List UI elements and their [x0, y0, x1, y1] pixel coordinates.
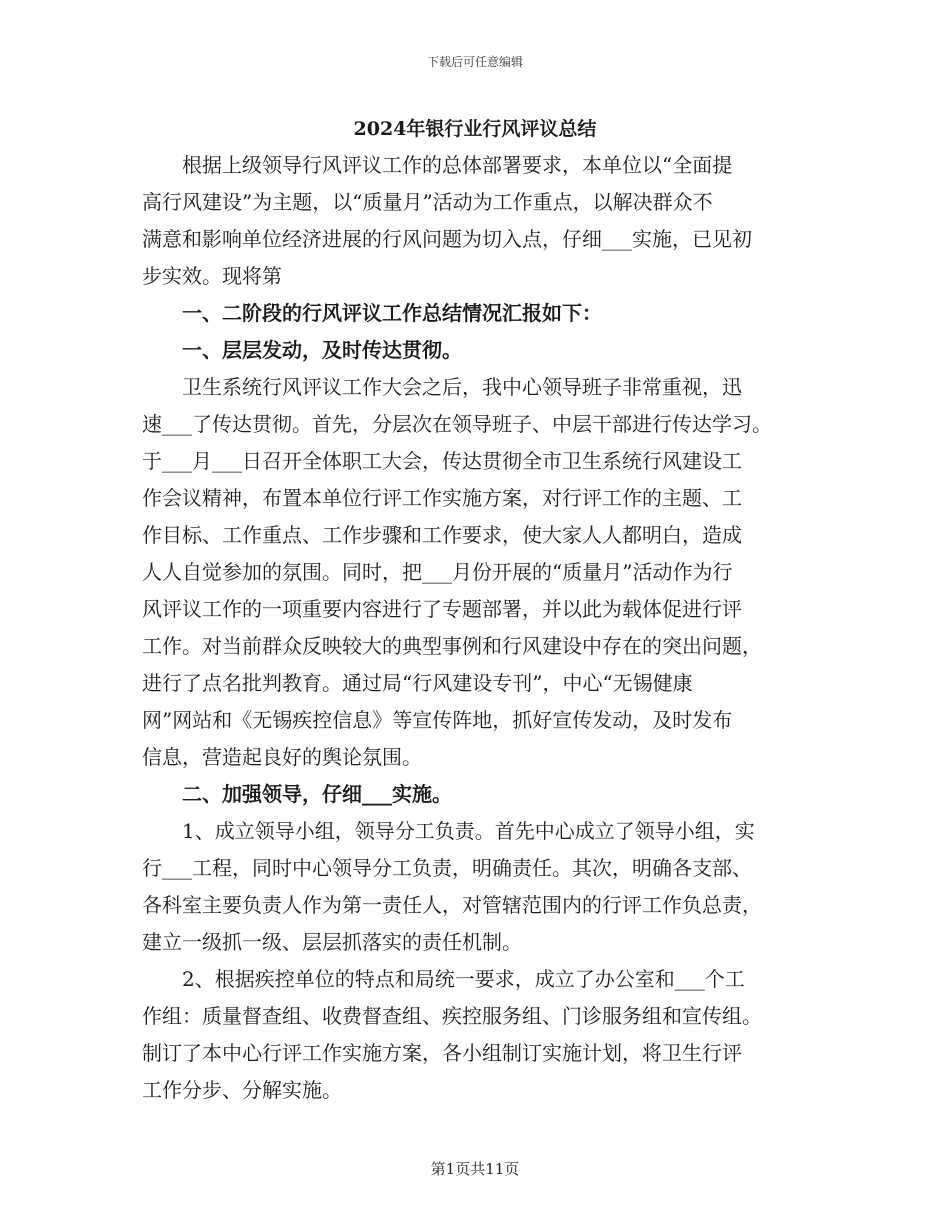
- paragraph-line: 制订了本中心行评工作实施方案，各小组制订实施计划，将卫生行评: [142, 1041, 742, 1065]
- paragraph-line: 各科室主要负责人作为第一责任人，对管辖范围内的行评工作负总责，: [142, 893, 762, 917]
- paragraph-line: 于___月___日召开全体职工大会，传达贯彻全市卫生系统行风建设工: [142, 449, 742, 473]
- paragraph-line: 根据上级领导行风评议工作的总体部署要求，本单位以“全面提: [142, 153, 733, 177]
- page-header: 下载后可任意编辑: [426, 55, 523, 69]
- paragraph-line: 作目标、工作重点、工作步骤和工作要求，使大家人人都明白，造成: [142, 523, 742, 547]
- paragraph-line: 1、成立领导小组，领导分工负责。首先中心成立了领导小组，实: [142, 819, 755, 843]
- paragraph-line: 进行了点名批判教育。通过局“行风建设专刊”，中心“无锡健康: [142, 671, 693, 695]
- document-body: [142, 147, 832, 1109]
- paragraph-line: 工作。对当前群众反映较大的典型事例和行风建设中存在的突出问题，: [142, 634, 762, 658]
- paragraph-line: 建立一级抓一级、层层抓落实的责任机制。: [142, 930, 522, 954]
- paragraph-line: 信息，营造起良好的舆论氛围。: [142, 745, 422, 769]
- section-heading-line: 二、加强领导，仔细___实施。: [142, 782, 452, 806]
- paragraph-line: 网”网站和《无锡疾控信息》等宣传阵地，抓好宣传发动，及时发布: [142, 708, 733, 732]
- paragraph-line: 2、根据疾控单位的特点和局统一要求，成立了办公室和___个工: [142, 967, 745, 991]
- paragraph-line: 作会议精神，布置本单位行评工作实施方案，对行评工作的主题、工: [142, 486, 742, 510]
- paragraph-line: 满意和影响单位经济进展的行风问题为切入点，仔细___实施，已见初: [142, 227, 752, 251]
- document-title: 2024年银行业行风评议总结: [353, 118, 597, 140]
- section-heading-line: 一、二阶段的行风评议工作总结情况汇报如下：: [142, 301, 602, 325]
- paragraph-line: 高行风建设”为主题，以“质量月”活动为工作重点，以解决群众不: [142, 190, 713, 214]
- paragraph-line: 风评议工作的一项重要内容进行了专题部署，并以此为载体促进行评: [142, 597, 742, 621]
- paragraph-line: 人人自觉参加的氛围。同时，把___月份开展的“质量月”活动作为行: [142, 560, 733, 584]
- paragraph-line: 作组：质量督查组、收费督查组、疾控服务组、门诊服务组和宣传组。: [142, 1004, 762, 1028]
- section-heading-line: 一、层层发动，及时传达贯彻。: [142, 338, 462, 362]
- paragraph-line: 步实效。现将第: [142, 264, 282, 288]
- paragraph-line: 速___了传达贯彻。首先，分层次在领导班子、中层干部进行传达学习。: [142, 412, 772, 436]
- paragraph-line: 工作分步、分解实施。: [142, 1078, 342, 1102]
- paragraph-line: 行___工程，同时中心领导分工负责，明确责任。其次，明确各支部、: [142, 856, 752, 880]
- page-footer: 第1页共11页: [430, 1160, 520, 1178]
- paragraph-line: 卫生系统行风评议工作大会之后，我中心领导班子非常重视，迅: [142, 375, 742, 399]
